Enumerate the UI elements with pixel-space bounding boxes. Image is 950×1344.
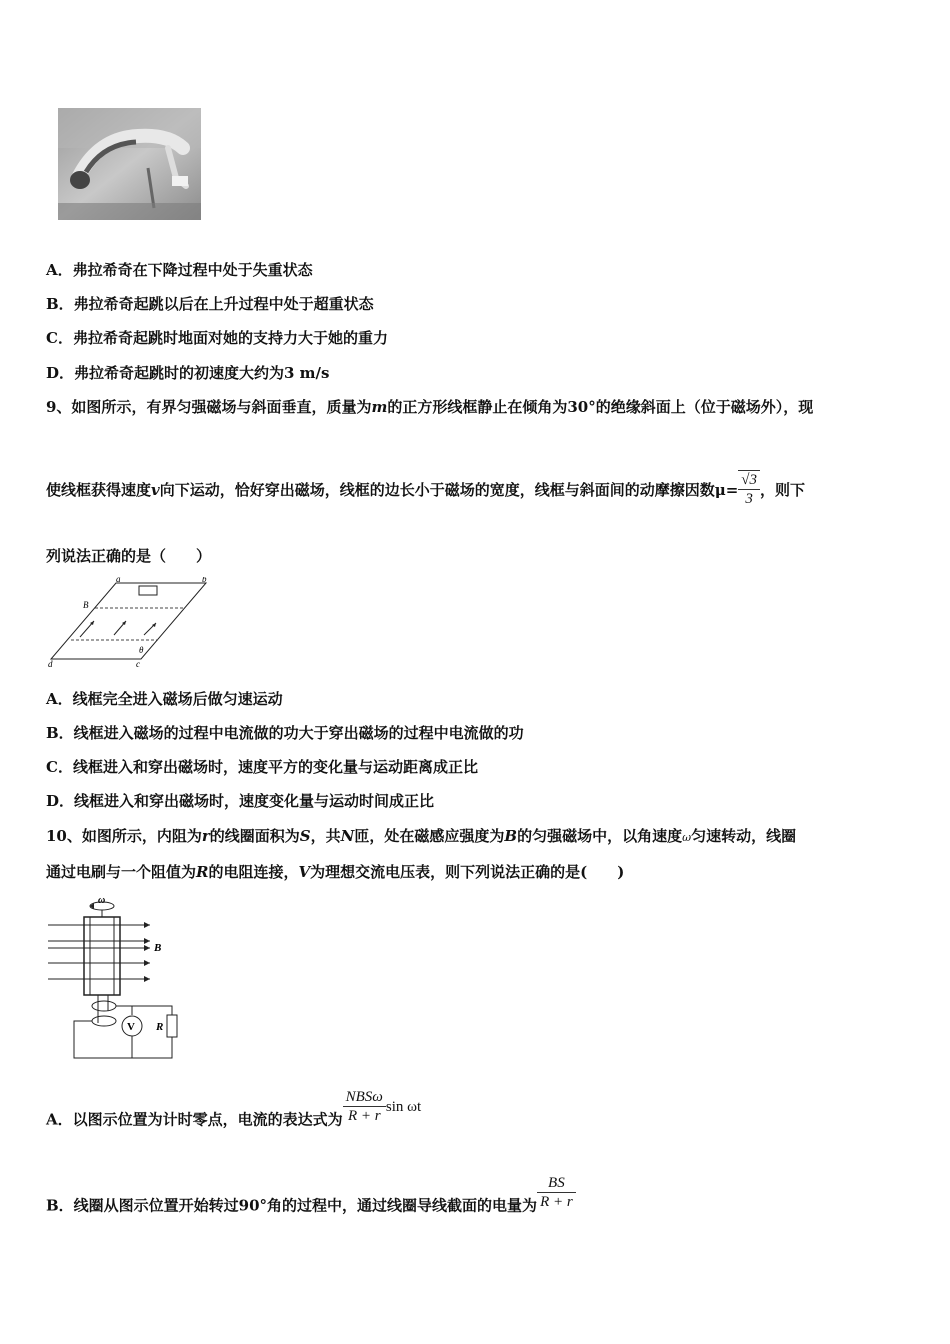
q8-option-c: C．弗拉希奇起跳时地面对她的支持力大于她的重力 (46, 329, 388, 347)
q9-stem-line3: 列说法正确的是（ ） (46, 547, 212, 565)
label-d: d (48, 659, 53, 669)
high-jump-photo (58, 108, 201, 220)
q9-stem-line2: 使线框获得速度v向下运动，恰好穿出磁场，线框的边长小于磁场的宽度，线框与斜面间的动摩擦因数μ= $\frac{√3}{3}$ ，则下 (46, 472, 806, 507)
q10-stem-line2: 通过电刷与一个阻值为R的电阻连接，V为理想交流电压表，则下列说法正确的是( ) (46, 863, 625, 881)
label-b: b (202, 577, 207, 584)
q9-option-a: A．线框完全进入磁场后做匀速运动 (46, 690, 283, 708)
label-c: c (136, 659, 140, 669)
label-theta: θ (139, 645, 144, 655)
q10-option-b: B．线圈从图示位置开始转过90°角的过程中，通过线圈导线截面的电量为 $\frac{BS}{R + r}$ (46, 1188, 576, 1225)
label-B-field: B (154, 942, 162, 954)
q9-option-b: B．线框进入磁场的过程中电流做的功大于穿出磁场的过程中电流做的功 (46, 724, 524, 742)
q9-option-c: C．线框进入和穿出磁场时，速度平方的变化量与运动距离成正比 (46, 758, 478, 776)
mu-fraction: $\frac{√3}{3}$ (738, 470, 760, 508)
label-R: R (156, 1021, 164, 1033)
q8-option-a: A．弗拉希奇在下降过程中处于失重状态 (46, 261, 313, 279)
q8-option-d: D．弗拉希奇起跳时的初速度大约为3 m/s (46, 364, 330, 382)
label-a: a (116, 577, 121, 584)
label-V: V (127, 1021, 135, 1033)
q9-option-d: D．线框进入和穿出磁场时，速度变化量与运动时间成正比 (46, 792, 435, 810)
optA-fraction: $\frac{\text{NBSω}}{R + r}$ (343, 1088, 386, 1125)
q8-option-b: B．弗拉希奇起跳以后在上升过程中处于超重状态 (46, 295, 374, 313)
q9-stem-line1: 9、如图所示，有界匀强磁场与斜面垂直，质量为m的正方形线框静止在倾角为30°的绝缘斜面上（位于磁场外），现 (46, 398, 814, 416)
q9-incline-figure (46, 577, 216, 669)
q10-option-a: A．以图示位置为计时零点，电流的表达式为 $\frac{\text{NBSω}}{R + r}$ sin ωt (46, 1089, 422, 1129)
optB-fraction: $\frac{BS}{R + r}$ (537, 1174, 576, 1211)
q10-stem-line1: 10、如图所示，内阻为r的线圈面积为S，共N匝，处在磁感应强度为B的匀强磁场中，以角速度ω匀速转动，线圈 (46, 827, 797, 845)
q10-generator-figure (46, 893, 186, 1065)
label-B: B (83, 600, 89, 610)
label-omega: ω (98, 895, 106, 906)
